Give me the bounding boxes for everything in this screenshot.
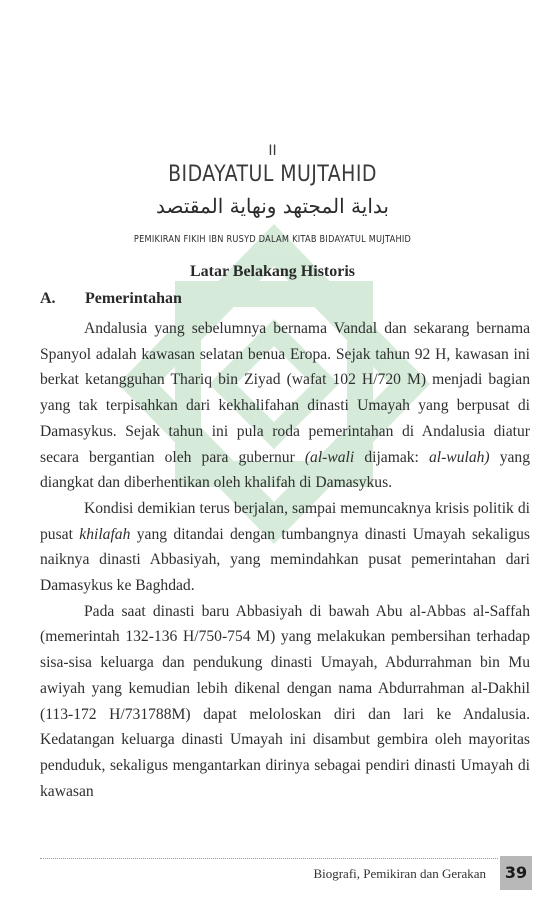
subsection-letter: A. [40,290,56,307]
paragraph-2-text-a: Kondisi demikian terus berjalan, sampai memuncaknya krisis politik di pusat [40,499,530,543]
subsection-title: Pemerintahan [85,290,182,307]
term-al-wali: (al-wali [304,448,355,466]
term-al-wulah: al-wulah) [428,448,490,466]
footer-running-title: Biografi, Pemikiran dan Gerakan [313,866,486,881]
page-number: 39 [500,856,532,890]
chapter-title: BIDAYATUL MUJTAHID [168,162,377,187]
paragraph-3 [40,599,530,805]
subsection-heading [40,290,182,308]
paragraph-2-text-b: yang ditandai dengan tumbangnya dinasti Umayah sekaligus naiknya dinasti Abbasiyah, yang memindahkan pusat pemerintahan dari Damasykus ke Baghdad. [40,525,530,595]
term-khilafah: khilafah [79,525,131,543]
chapter-subtitle: PEMIKIRAN FIKIH IBN RUSYD DALAM KITAB BIDAYATUL MUJTAHID [133,234,412,245]
paragraph-1 [40,316,530,496]
arabic-book-title: بداية المجتهد ونهاية المقتصد [156,194,389,218]
paragraph-1-text-c: yang diangkat dan diberhentikan oleh khalifah di Damasykus. [40,448,530,492]
chapter-number: II [268,143,277,159]
paragraph-3-text: Pada saat dinasti baru Abbasiyah di bawah Abu al-Abbas al-Saffah (memerintah 132-136 H/750-754 M) yang melakukan pembersihan terhadap sisa-sisa keluarga dan pendukung dinasti Umayah, Abdurrahman bin Mu awiyah yang kemudian lebih dikenal dengan nama Abdurrahman al-Dakhil (113-172 H/731788M) dapat meloloskan diri dan lari ke Andalusia. Kedatangan keluarga dinasti Umayah ini disambut gembira oleh mayoritas penduduk, sekaligus mengantarkan dirinya sebagai pendiri dinasti Umayah di kawasan [40,602,530,800]
footer-divider [40,858,498,859]
paragraph-2 [40,496,530,599]
paragraph-1-text-a: Andalusia yang sebelumnya bernama Vandal dan sekarang bernama Spanyol adalah kawasan selatan benua Eropa. Sejak tahun 92 H, kawasan ini berkat ketangguhan Thariq bin Ziyad (wafat 102 H/720 M) menjadi bagian yang tak terpisahkan dari kekhalifahan dinasti Umayah yang berpusat di Damasykus. Sejak tahun ini pula roda pemerintahan di Andalusia diatur secara bergantian oleh para gubernur [40,320,530,466]
paragraph-1-text-b: dijamak: [354,448,429,466]
section-title: Latar Belakang Historis [189,263,356,280]
body-text [40,316,530,804]
